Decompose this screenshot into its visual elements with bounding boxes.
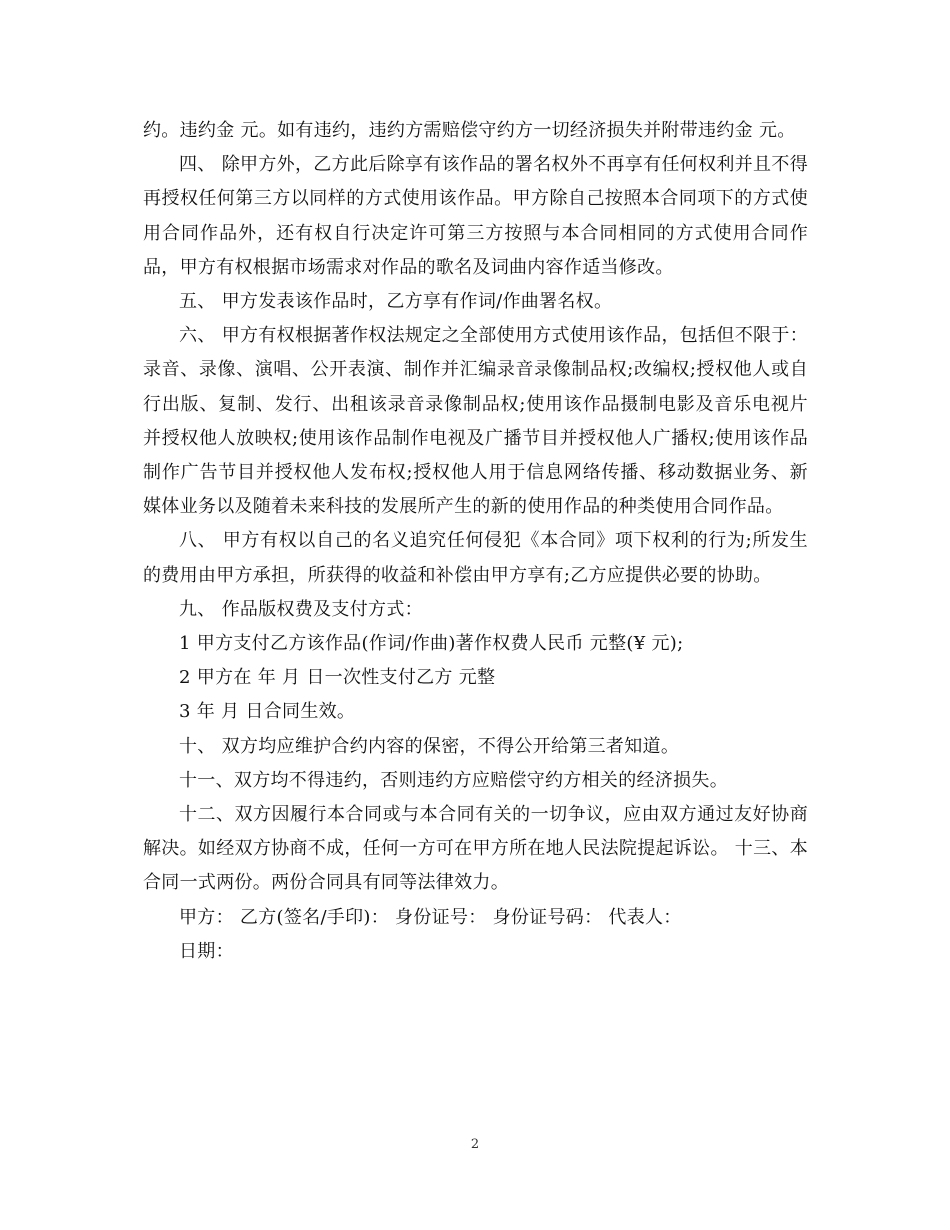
paragraph-clause-12: 十二、双方因履行本合同或与本合同有关的一切争议，应由双方通过友好协商解决。如经双方协商不成，任何一方可在甲方所在地人民法院提起诉讼。 十三、本合同一式两份。两份合同具有同等法律效力。 [143,804,808,894]
contract-body [143,114,808,969]
paragraph-clause-9: 九、 作品版权费及支付方式： [179,598,423,620]
paragraph-payment-3: 3 年 月 日合同生效。 [179,701,356,723]
paragraph-signatures: 甲方： 乙方(签名/手印)： 身份证号： 身份证号码： 代表人： [179,906,682,928]
paragraph-clause-6: 六、 甲方有权根据著作权法规定之全部使用方式使用该作品，包括但不限于：录音、录像、演唱、公开表演、制作并汇编录音录像制品权;改编权;授权他人或自行出版、复制、发行、出租该录音录像制品权;使用该作品摄制电影及音乐电视片并授权他人放映权;使用该作品制作电视及广播节目并授权他人广播权;使用该作品制作广告节目并授权他人发布权;授权他人用于信息网络传播、移动数据业务、新媒体业务以及随着未来科技的发展所产生的新的使用作品的种类使用合同作品。 [143,325,808,518]
paragraph-penalty-continuation: 约。违约金 元。如有违约，违约方需赔偿守约方一切经济损失并附带违约金 元。 [143,120,796,141]
paragraph-clause-11: 十一、双方均不得违约，否则违约方应赔偿守约方相关的经济损失。 [179,769,728,791]
paragraph-date: 日期： [179,940,234,962]
paragraph-clause-8: 八、 甲方有权以自己的名义追究任何侵犯《本合同》项下权利的行为;所发生的费用由甲方承担，所获得的收益和补偿由甲方享有;乙方应提供必要的协助。 [143,530,808,586]
paragraph-clause-10: 十、 双方均应维护合约内容的保密，不得公开给第三者知道。 [179,735,680,757]
paragraph-clause-4: 四、 除甲方外，乙方此后除享有该作品的署名权外不再享有任何权利并且不得再授权任何第三方以同样的方式使用该作品。甲方除自己按照本合同项下的方式使用合同作品外，还有权自行决定许可第三方按照与本合同相同的方式使用合同作品，甲方有权根据市场需求对作品的歌名及词曲内容作适当修改。 [143,154,808,278]
paragraph-payment-1: 1 甲方支付乙方该作品(作词/作曲)著作权费人民币 元整(¥ 元); [179,633,684,655]
page-number: 2 [470,1137,480,1152]
paragraph-payment-2: 2 甲方在 年 月 日一次性支付乙方 元整 [179,667,496,689]
paragraph-clause-5: 五、 甲方发表该作品时，乙方享有作词/作曲署名权。 [179,291,613,313]
